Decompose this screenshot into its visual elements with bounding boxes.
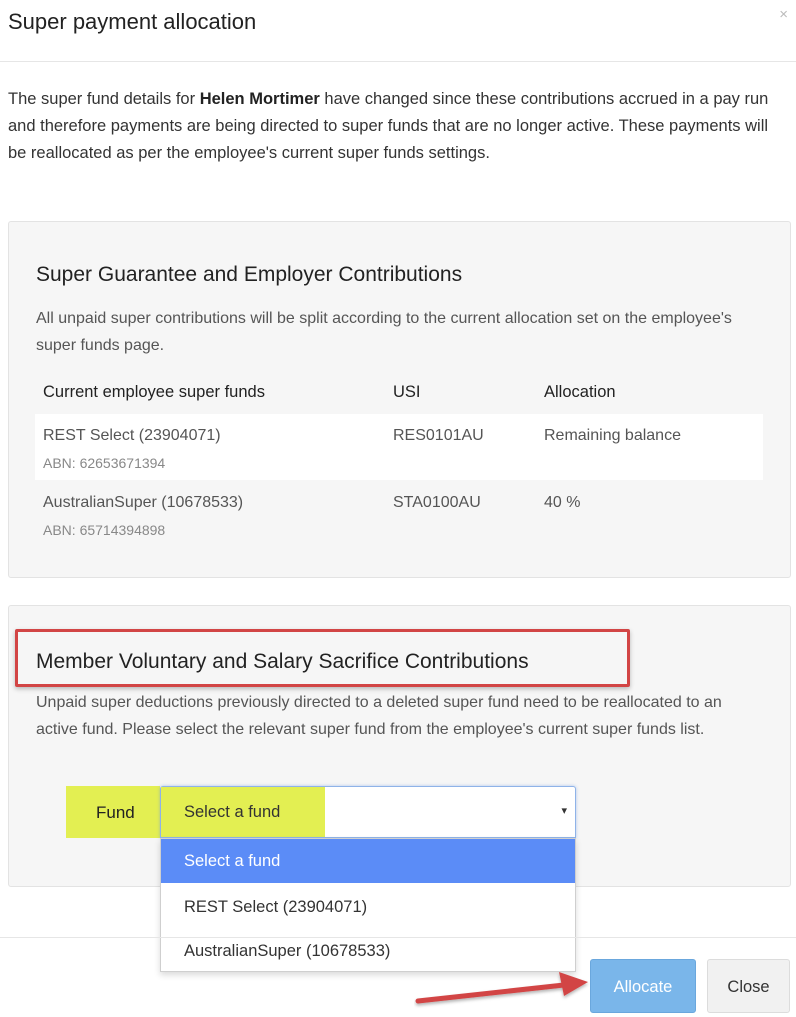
fund-allocation: Remaining balance <box>544 427 681 444</box>
chevron-down-icon: ▾ <box>561 805 567 817</box>
mv-panel-description: Unpaid super deductions previously directed to a deleted super fund need to be reallocated to an active fund. Please select the relevant super fund from the employee's current super funds list. <box>36 694 722 738</box>
column-header-usi: USI <box>393 383 421 401</box>
fund-abn: ABN: 62653671394 <box>43 455 166 471</box>
option-label: Select a fund <box>184 852 281 870</box>
modal-header <box>0 0 796 62</box>
option-label: REST Select (23904071) <box>184 898 368 916</box>
fund-dropdown-list <box>160 838 576 972</box>
column-header-fund: Current employee super funds <box>43 383 265 401</box>
annotation-highlight-box <box>15 629 630 687</box>
column-header-allocation: Allocation <box>544 383 616 401</box>
fund-select[interactable] <box>160 786 576 838</box>
fund-label: Fund <box>96 803 135 822</box>
footer-divider <box>0 937 796 938</box>
close-button[interactable]: Close <box>707 959 790 1013</box>
employee-name: Helen Mortimer <box>199 90 320 108</box>
fund-select-value: Select a fund <box>184 803 281 821</box>
allocate-button[interactable]: Allocate <box>590 959 696 1013</box>
table-row <box>35 414 763 480</box>
fund-name: AustralianSuper (10678533) <box>43 494 244 511</box>
mv-panel-title: Member Voluntary and Salary Sacrifice Contributions <box>36 650 529 673</box>
dropdown-option-select-a-fund[interactable] <box>161 839 575 883</box>
fund-usi: RES0101AU <box>393 427 484 444</box>
intro-text-after: have changed since these contributions accrued in a pay run and therefore payments are being directed to super funds that are no longer active. These payments will be reallocated as per the employee's current super funds settings. <box>8 90 769 162</box>
fund-abn: ABN: 65714394898 <box>43 522 166 538</box>
sg-panel-description: All unpaid super contributions will be split according to the current allocation set on the employee's super funds page. <box>36 310 732 354</box>
annotation-arrow-icon <box>414 955 594 1015</box>
fund-allocation: 40 % <box>544 494 581 511</box>
intro-text <box>8 86 788 167</box>
intro-text-before: The super fund details for <box>8 90 200 108</box>
close-icon[interactable]: × <box>779 6 788 23</box>
modal-title: Super payment allocation <box>8 9 257 34</box>
super-guarantee-panel <box>8 221 791 578</box>
option-label: AustralianSuper (10678533) <box>184 942 391 960</box>
dropdown-option-rest-select[interactable] <box>161 885 575 929</box>
sg-panel-title: Super Guarantee and Employer Contributions <box>36 263 463 286</box>
fund-usi: STA0100AU <box>393 494 481 511</box>
fund-name: REST Select (23904071) <box>43 427 221 444</box>
table-row <box>35 480 763 546</box>
